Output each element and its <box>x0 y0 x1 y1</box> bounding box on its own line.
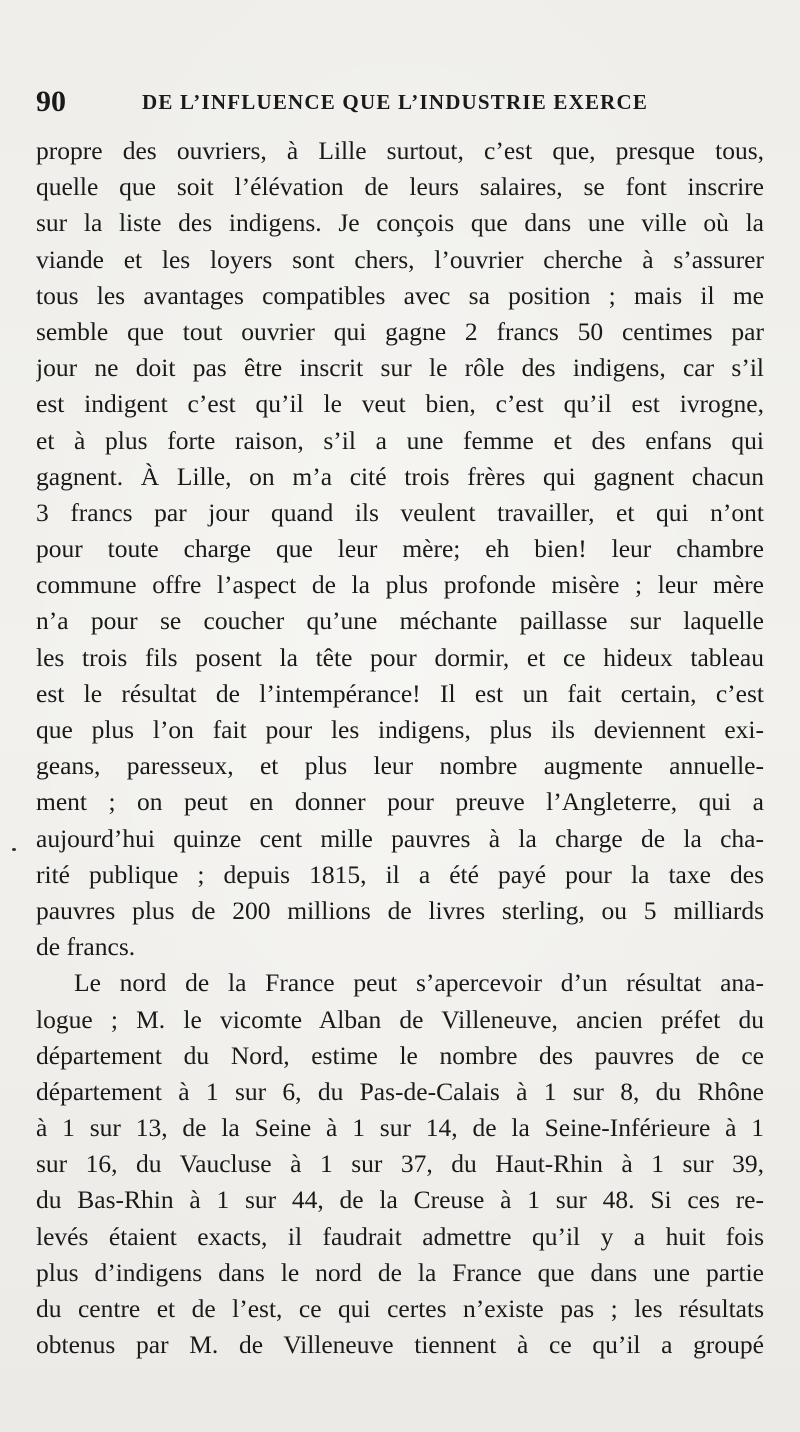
text-line: quelle que soit l’élévation de leurs salaires, se font inscrire <box>36 172 764 202</box>
text-line: gagnent. À Lille, on m’a cité trois frères qui gagnent chacun <box>36 461 764 491</box>
text-line: du centre et de l’est, ce qui certes n’existe pas ; les résultats <box>36 1294 764 1323</box>
text-line: département du Nord, estime le nombre des pauvres de ce <box>36 1040 764 1070</box>
page-number: 90 <box>36 85 66 118</box>
text-line: geans, paresseux, et plus leur nombre augmente annuelle- <box>36 751 764 781</box>
text-line: est le résultat de l’intempérance! Il est un fait certain, c’est <box>36 678 764 708</box>
text-line: ment ; on peut en donner pour preuve l’Angleterre, qui a <box>36 787 764 817</box>
text-line: logue ; M. le vicomte Alban de Villeneuve, ancien préfet du <box>36 1004 764 1034</box>
body-text <box>36 133 764 1363</box>
text-line: est indigent c’est qu’il le veut bien, c’est qu’il est ivrogne, <box>36 389 764 419</box>
text-line: commune offre l’aspect de la plus profonde misère ; leur mère <box>36 570 764 600</box>
text-line: sur la liste des indigens. Je conçois que dans une ville où la <box>36 208 764 238</box>
text-line: tous les avantages compatibles avec sa position ; mais il me <box>36 280 764 310</box>
paragraph-end-line: de francs. <box>36 932 136 962</box>
running-title: DE L’INFLUENCE QUE L’INDUSTRIE EXERCE <box>142 90 649 114</box>
text-line: et à plus forte raison, s’il a une femme et des enfans qui <box>36 425 764 455</box>
text-line: du Bas-Rhin à 1 sur 44, de la Creuse à 1 sur 48. Si ces re- <box>36 1185 764 1215</box>
text-line: les trois fils posent la tête pour dormir, et ce hideux tableau <box>36 642 764 672</box>
text-line: viande et les loyers sont chers, l’ouvrier cherche à s’assurer <box>36 244 764 274</box>
text-line: que plus l’on fait pour les indigens, plus ils deviennent exi- <box>36 715 764 744</box>
text-line: département à 1 sur 6, du Pas-de-Calais à 1 sur 8, du Rhône <box>36 1076 764 1106</box>
print-speck <box>12 848 16 851</box>
text-line: à 1 sur 13, de la Seine à 1 sur 14, de la Seine-Inférieure à 1 <box>36 1113 764 1143</box>
text-line: jour ne doit pas être inscrit sur le rôle des indigens, car s’il <box>36 353 764 383</box>
text-line: pour toute charge que leur mère; eh bien! leur chambre <box>36 534 764 564</box>
text-line: rité publique ; depuis 1815, il a été payé pour la taxe des <box>36 859 764 889</box>
text-line: 3 francs par jour quand ils veulent travailler, et qui n’ont <box>36 497 764 527</box>
text-line: semble que tout ouvrier qui gagne 2 francs 50 centimes par <box>36 316 764 346</box>
text-line: levés étaient exacts, il faudrait admettre qu’il y a huit fois <box>36 1221 764 1251</box>
running-head <box>36 82 776 122</box>
text-line: sur 16, du Vaucluse à 1 sur 37, du Haut-Rhin à 1 sur 39, <box>36 1149 764 1179</box>
text-line: propre des ouvriers, à Lille surtout, c’est que, presque tous, <box>36 136 764 165</box>
paragraph-start-line: Le nord de la France peut s’apercevoir d’un résultat ana- <box>74 968 764 998</box>
text-line: aujourd’hui quinze cent mille pauvres à la charge de la cha- <box>36 823 764 853</box>
text-line: obtenus par M. de Villeneuve tiennent à ce qu’il a groupé <box>36 1330 764 1360</box>
text-line: n’a pour se coucher qu’une méchante paillasse sur laquelle <box>36 606 764 636</box>
text-line: pauvres plus de 200 millions de livres sterling, ou 5 milliards <box>36 895 764 925</box>
text-line: plus d’indigens dans le nord de la France que dans une partie <box>36 1257 764 1287</box>
